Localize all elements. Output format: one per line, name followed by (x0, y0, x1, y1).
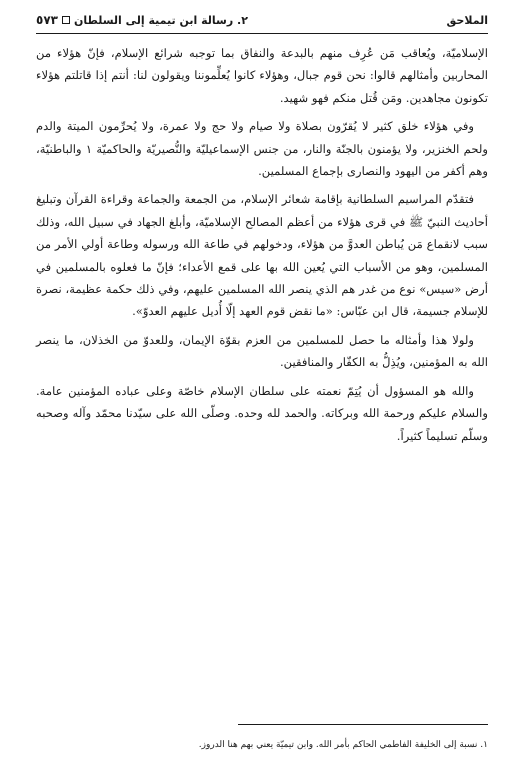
paragraph-4: ولولا هذا وأمثاله ما حصل للمسلمين من العزم بقوّة الإيمان، وللعدوّ من الخذلان، ما ينصر الله به المؤمنين، ويُذِلُّ به الكفّار والمنافقين. (36, 332, 488, 370)
running-header (36, 9, 488, 31)
paragraph-1: الإسلاميّة، ويُعاقب مَن عُرِف منهم بالبدعة والنفاق بما توجبه شرائع الإسلام، فإنّ هؤلاء من المحاربين وأمثالهم قالوا: نحن قوم جبال، وهؤلاء كانوا يُعلِّموننا ويقولون لنا: أنتم إذا قاتلتم هؤلاء تكونون مجاهدين. ومَن قُتل منكم فهو شهيد. (36, 46, 488, 105)
chapter-title: ٢. رسالة ابن تيمية إلى السلطان (73, 13, 248, 27)
square-separator-icon (62, 16, 70, 24)
paragraph-3: فتقدّم المراسيم السلطانية بإقامة شعائر الإسلام، من الجمعة والجماعة وقراءة القرآن وتبليغ أحاديث النبيّ ﷺ في قرى هؤلاء من أعظم المصالح الإسلاميّة، وأبلغ الجهاد في سبيل الله، وذلك سبب لانقماع مَن يُباطن العدوَّ من هؤلاء، ودخولهم في طاعة الله ورسوله وطاعة أولي الأمر من المسلمين، وهو من الأسباب التي يُعين الله بها على قمع الأعداء؛ فإنّ ما فعلوه بالمسلمين في أرض «سيس» نوع من غدر هم الذي ينصر الله المسلمين عليهم، وفي ذلك حكمة عظيمة، نصرة للإسلام جسيمة، قال ابن عبّاس: «ما نقض قوم العهد إلّا أُديل عليهم العدوّ». (36, 192, 488, 319)
footnote-rule (238, 724, 488, 725)
paragraph-5: والله هو المسؤول أن يُتِمّ نعمته على سلطان الإسلام خاصّة وعلى عباده المؤمنين عامة. والسلام عليكم ورحمة الله وبركاته. والحمد لله وحده. وصلّى الله على سيّدنا محمّد وآله وصحبه وسلّم تسليماً كثيراً. (36, 383, 488, 443)
page-number: ٥٧٣ (36, 13, 58, 27)
section-title: الملاحق (446, 13, 488, 27)
header-rule (36, 33, 488, 34)
header-title-group (36, 13, 248, 27)
footnote: ١. نسبة إلى الخليفة الفاطمي الحاكم بأمر الله. وابن تيميّة يعني بهم هنا الدروز. (198, 740, 488, 750)
main-text (36, 42, 488, 453)
paragraph-2: وفي هؤلاء خلق كثير لا يُقرّون بصلاة ولا صيام ولا حج ولا عمرة، ولا يُحرِّمون الميتة والدم ولحم الخنزير، ولا يؤمنون بالجنّة والنار، من جنس الإسماعيليّة والنُّصيريّة والحاكميّة ١ والباطنيّة، وهم أكفر من اليهود والنصارى بإجماع المسلمين. (36, 119, 488, 179)
